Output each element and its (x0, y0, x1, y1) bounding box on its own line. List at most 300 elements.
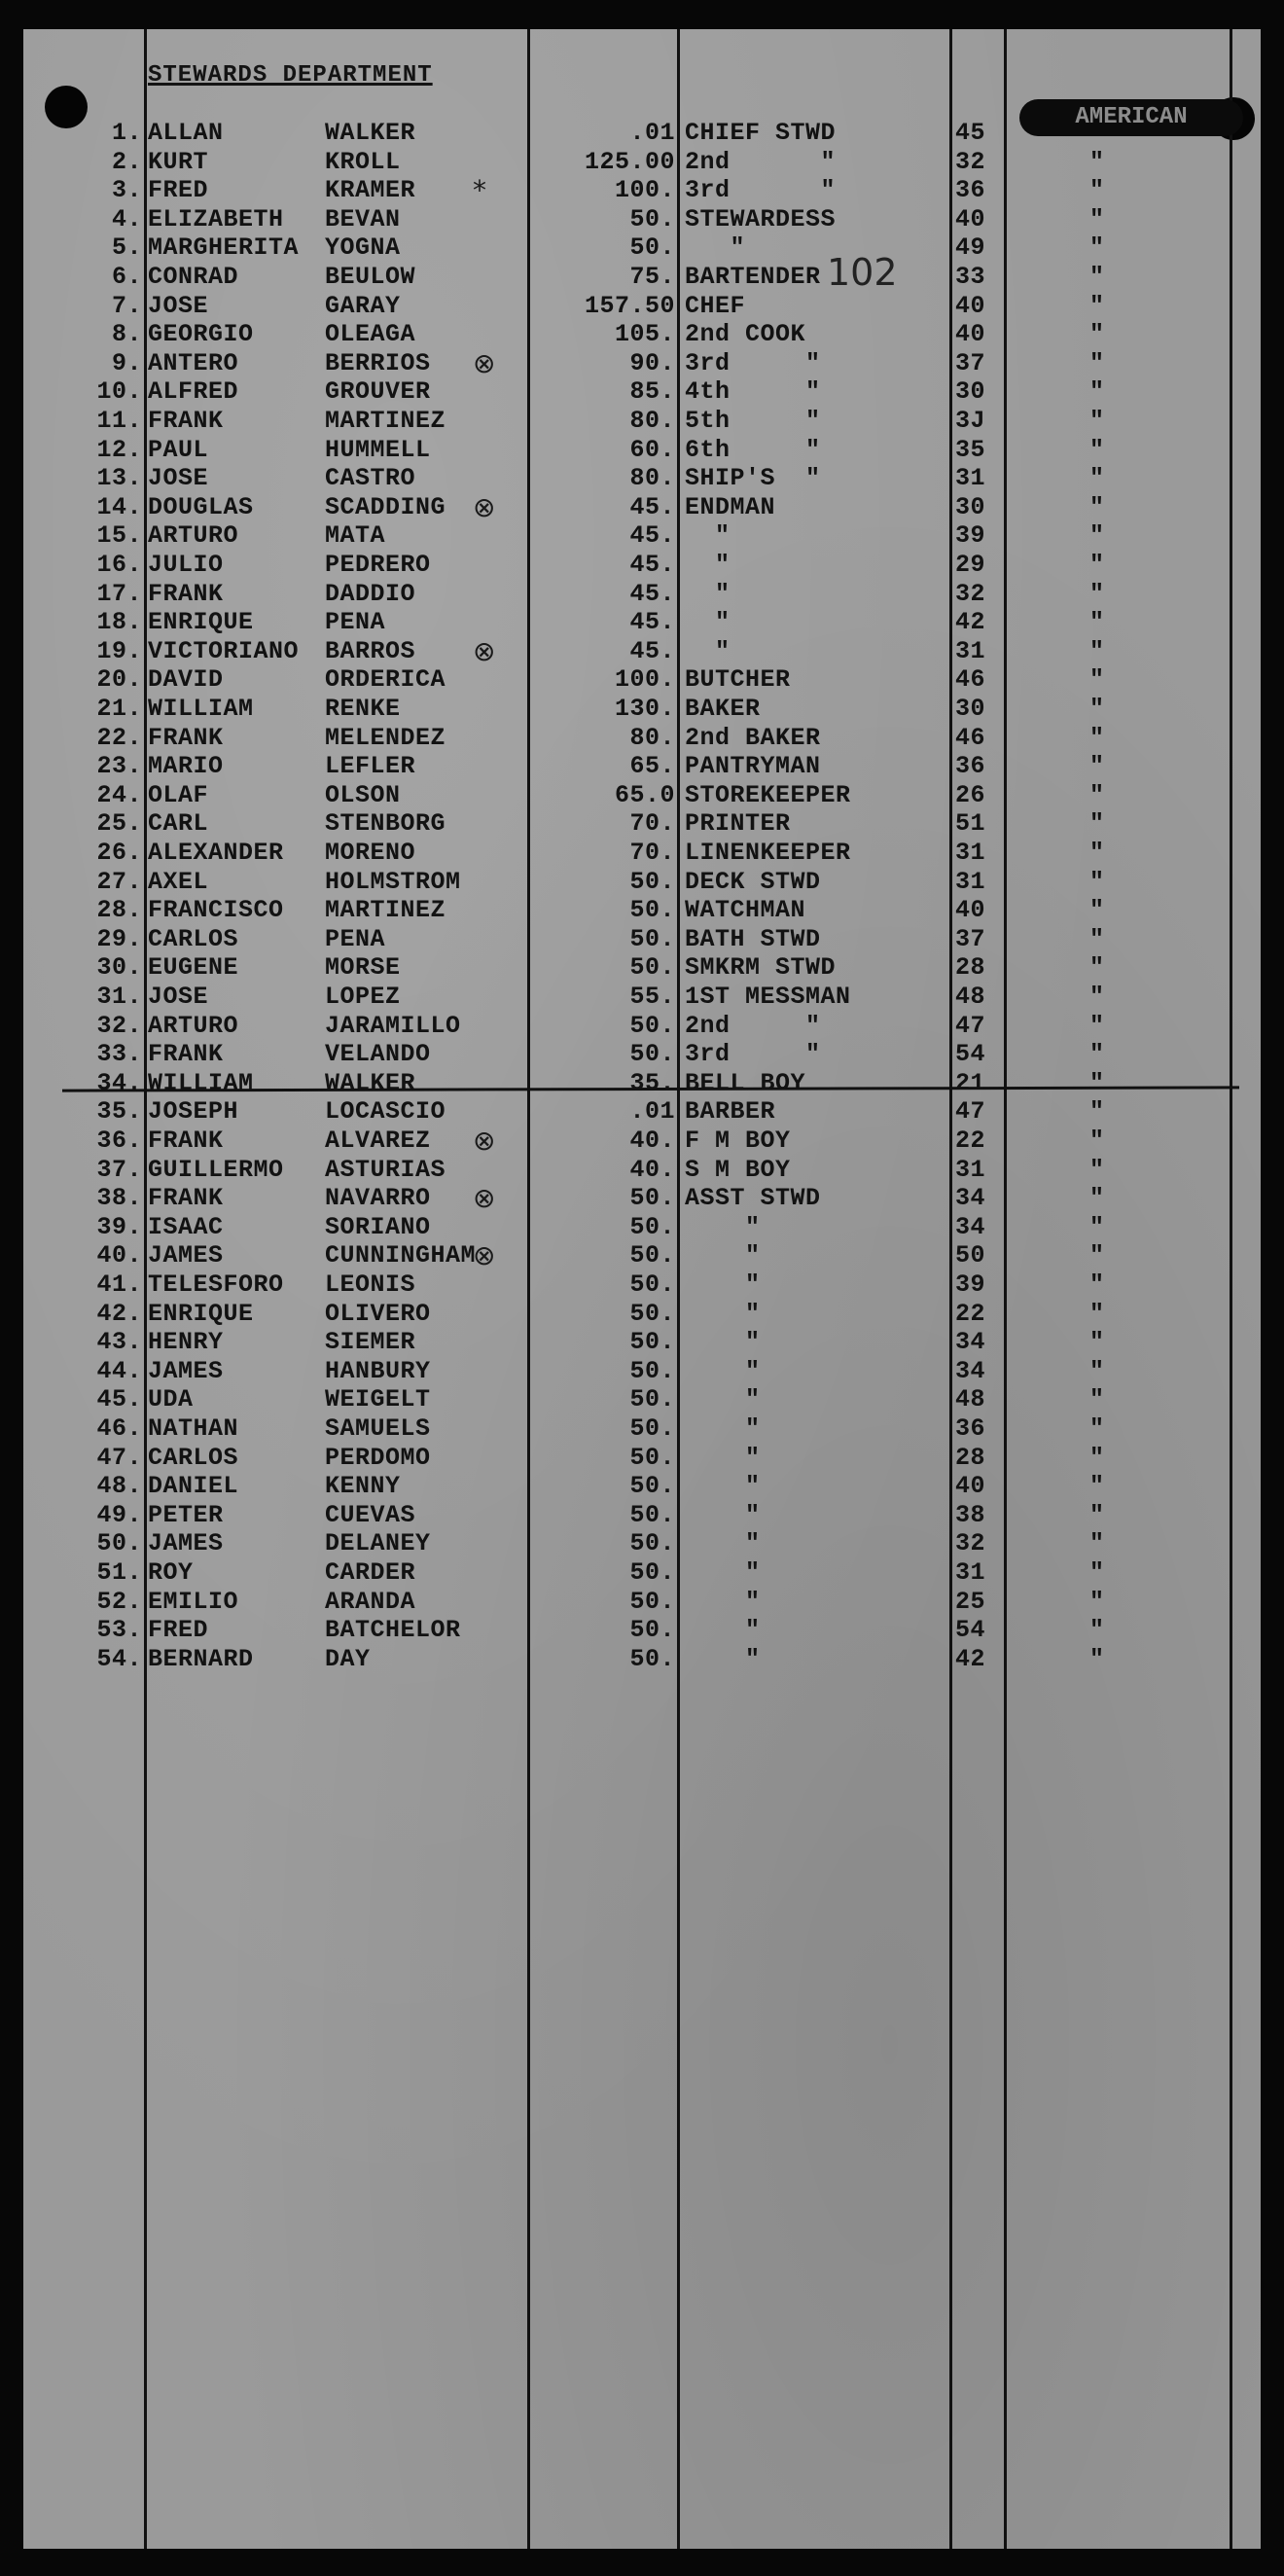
first-name: FRANK (148, 1184, 224, 1213)
first-name: CARLOS (148, 1443, 239, 1472)
nationality: " (1089, 233, 1105, 263)
last-name: SCADDING (325, 492, 446, 521)
row-number: 21. (96, 695, 142, 723)
age: 47 (955, 1011, 986, 1040)
crew-row (23, 1270, 1261, 1300)
age: 40 (955, 291, 986, 320)
last-name: PENA (325, 924, 386, 953)
row-number: 15. (96, 521, 142, 551)
age: 54 (955, 1040, 986, 1069)
age: 30 (955, 695, 986, 723)
row-number: 46. (96, 1414, 142, 1443)
first-name: EUGENE (148, 953, 239, 983)
position: " (685, 1299, 761, 1328)
wage: 85. (629, 377, 675, 407)
position: WATCHMAN (685, 896, 806, 925)
position: 5th " (685, 407, 821, 435)
nationality: " (1089, 839, 1105, 867)
crew-row (23, 1213, 1261, 1242)
row-number: 45. (96, 1385, 142, 1414)
handwritten-mark: ⊗ (473, 1182, 496, 1215)
last-name: ALVAREZ (325, 1127, 431, 1155)
first-name: ARTURO (148, 1011, 239, 1040)
position: 3rd " (685, 1040, 821, 1069)
row-number: 52. (96, 1587, 142, 1616)
first-name: DOUGLAS (148, 492, 254, 521)
last-name: BATCHELOR (325, 1616, 461, 1645)
age: 34 (955, 1356, 986, 1385)
position: " (685, 1328, 761, 1357)
row-number: 10. (96, 377, 142, 407)
position: 2nd " (685, 1011, 821, 1040)
crew-row (23, 551, 1261, 580)
wage: 100. (614, 176, 675, 205)
row-number: 49. (96, 1500, 142, 1529)
row-number: 44. (96, 1356, 142, 1385)
wage: 125.00 (584, 147, 675, 176)
crew-row (23, 1529, 1261, 1558)
age: 30 (955, 377, 986, 407)
last-name: PEDRERO (325, 551, 431, 579)
crew-row (23, 1127, 1261, 1156)
position: " (685, 636, 731, 665)
nationality: " (1089, 1587, 1105, 1616)
position: SMKRM STWD (685, 953, 837, 983)
position: STOREKEEPER (685, 780, 851, 809)
first-name: WILLIAM (148, 1068, 254, 1097)
wage: 40. (629, 1127, 675, 1155)
handwritten-mark: ⊗ (473, 490, 496, 523)
crew-row (23, 148, 1261, 177)
first-name: FRANCISCO (148, 896, 284, 925)
position: BARTENDER (685, 263, 821, 291)
first-name: JOSE (148, 291, 209, 320)
last-name: OLSON (325, 780, 401, 809)
age: 54 (955, 1616, 986, 1645)
nationality: " (1089, 1212, 1105, 1241)
crew-row (23, 724, 1261, 753)
crew-row (23, 781, 1261, 810)
position: ENDMAN (685, 492, 776, 521)
age: 34 (955, 1212, 986, 1241)
position: BUTCHER (685, 665, 791, 695)
first-name: JAMES (148, 1241, 224, 1270)
first-name: ARTURO (148, 521, 239, 551)
age: 36 (955, 752, 986, 781)
last-name: KROLL (325, 147, 401, 176)
first-name: KURT (148, 147, 209, 176)
last-name: WALKER (325, 119, 416, 147)
wage: 40. (629, 1155, 675, 1184)
manifest-sheet (23, 29, 1261, 2549)
crew-row (23, 320, 1261, 349)
nationality: " (1089, 435, 1105, 464)
first-name: UDA (148, 1385, 194, 1414)
crew-row (23, 521, 1261, 551)
position: " (685, 579, 731, 608)
age: 29 (955, 551, 986, 579)
row-number: 19. (96, 636, 142, 665)
first-name: ALLAN (148, 119, 224, 147)
crew-row (23, 1069, 1261, 1098)
position: S M BOY (685, 1155, 791, 1184)
position: " (685, 1385, 761, 1414)
age: 32 (955, 147, 986, 176)
position: 4th " (685, 377, 821, 407)
crew-row (23, 608, 1261, 637)
age: 32 (955, 1529, 986, 1558)
first-name: CARLOS (148, 924, 239, 953)
last-name: MORSE (325, 953, 401, 983)
row-number: 2. (111, 147, 142, 176)
wage: 50. (629, 1356, 675, 1385)
crew-row (23, 896, 1261, 925)
age: 47 (955, 1097, 986, 1127)
last-name: YOGNA (325, 233, 401, 263)
age: 31 (955, 464, 986, 493)
age: 32 (955, 579, 986, 608)
row-number: 18. (96, 608, 142, 637)
handwritten-mark: ⊗ (473, 634, 496, 667)
nationality: " (1089, 1443, 1105, 1472)
age: 31 (955, 1558, 986, 1587)
wage: 50. (629, 1472, 675, 1501)
wage: 80. (629, 407, 675, 435)
position: " (685, 1644, 761, 1673)
first-name: ANTERO (148, 348, 239, 377)
last-name: OLIVERO (325, 1299, 431, 1328)
position: " (685, 608, 731, 637)
nationality: " (1089, 1068, 1105, 1097)
position: BELL BOY (685, 1068, 806, 1097)
position: " (685, 1212, 761, 1241)
wage: 50. (629, 1558, 675, 1587)
crew-row (23, 119, 1261, 148)
last-name: GARAY (325, 291, 401, 320)
first-name: PAUL (148, 435, 209, 464)
age: 45 (955, 119, 986, 147)
crew-row (23, 953, 1261, 983)
last-name: HANBURY (325, 1356, 431, 1385)
age: 31 (955, 839, 986, 867)
first-name: WILLIAM (148, 695, 254, 723)
nationality: " (1089, 1500, 1105, 1529)
age: 46 (955, 665, 986, 695)
age: 22 (955, 1127, 986, 1155)
crew-row (23, 1241, 1261, 1270)
first-name: HENRY (148, 1328, 224, 1357)
first-name: VICTORIANO (148, 636, 300, 665)
position: " (685, 233, 746, 263)
wage: 50. (629, 1500, 675, 1529)
crew-row (23, 263, 1261, 292)
wage: 80. (629, 464, 675, 493)
row-number: 33. (96, 1040, 142, 1069)
last-name: STENBORG (325, 809, 446, 839)
nationality: " (1089, 1097, 1105, 1127)
wage: 130. (614, 695, 675, 723)
row-number: 34. (96, 1068, 142, 1097)
last-name: ASTURIAS (325, 1155, 446, 1184)
nationality: " (1089, 1472, 1105, 1501)
nationality: " (1089, 407, 1105, 435)
position: BAKER (685, 695, 761, 723)
last-name: SIEMER (325, 1328, 416, 1357)
position: 2nd COOK (685, 320, 806, 349)
row-number: 14. (96, 492, 142, 521)
crew-row (23, 1156, 1261, 1185)
crew-row (23, 464, 1261, 493)
age: 36 (955, 176, 986, 205)
nationality: " (1089, 953, 1105, 983)
row-number: 35. (96, 1097, 142, 1127)
crew-row (23, 809, 1261, 839)
nationality-header: AMERICAN (1019, 99, 1243, 136)
first-name: ISAAC (148, 1212, 224, 1241)
position: " (685, 1414, 761, 1443)
first-name: CONRAD (148, 263, 239, 291)
age: 36 (955, 1414, 986, 1443)
position: " (685, 1270, 761, 1299)
position: " (685, 1356, 761, 1385)
row-number: 26. (96, 839, 142, 867)
wage: 50. (629, 896, 675, 925)
age: 31 (955, 636, 986, 665)
crew-row (23, 205, 1261, 234)
crew-row (23, 490, 1261, 523)
first-name: DANIEL (148, 1472, 239, 1501)
last-name: PERDOMO (325, 1443, 431, 1472)
nationality: " (1089, 665, 1105, 695)
position: PANTRYMAN (685, 752, 821, 781)
wage: 50. (629, 1040, 675, 1069)
first-name: AXEL (148, 867, 209, 896)
last-name: SORIANO (325, 1212, 431, 1241)
wage: 50. (629, 1644, 675, 1673)
position: " (685, 1472, 761, 1501)
age: 39 (955, 1270, 986, 1299)
row-number: 29. (96, 924, 142, 953)
last-name: CUEVAS (325, 1500, 416, 1529)
nationality: " (1089, 348, 1105, 377)
nationality: " (1089, 521, 1105, 551)
last-name: OLEAGA (325, 320, 416, 349)
position: CHIEF STWD (685, 119, 837, 147)
row-number: 6. (111, 263, 142, 291)
first-name: BERNARD (148, 1644, 254, 1673)
wage: 50. (629, 1529, 675, 1558)
crew-row (23, 752, 1261, 781)
first-name: FRANK (148, 723, 224, 752)
row-number: 42. (96, 1299, 142, 1328)
nationality: " (1089, 695, 1105, 723)
age: 35 (955, 435, 986, 464)
row-number: 9. (111, 348, 142, 377)
first-name: JOSE (148, 464, 209, 493)
age: 40 (955, 204, 986, 233)
wage: 60. (629, 435, 675, 464)
first-name: ALFRED (148, 377, 239, 407)
position: 6th " (685, 435, 821, 464)
last-name: GROUVER (325, 377, 431, 407)
nationality: " (1089, 636, 1105, 665)
crew-row (23, 1645, 1261, 1674)
row-number: 51. (96, 1558, 142, 1587)
nationality: " (1089, 1558, 1105, 1587)
first-name: JAMES (148, 1356, 224, 1385)
last-name: HOLMSTROM (325, 867, 461, 896)
row-number: 7. (111, 291, 142, 320)
row-number: 24. (96, 780, 142, 809)
handwritten-mark: ⊗ (473, 346, 496, 379)
nationality: " (1089, 752, 1105, 781)
row-number: 40. (96, 1241, 142, 1270)
handwritten-mark: * (473, 174, 486, 207)
last-name: BEVAN (325, 204, 401, 233)
crew-row (23, 1444, 1261, 1473)
row-number: 1. (111, 119, 142, 147)
first-name: JULIO (148, 551, 224, 579)
wage: 50. (629, 1212, 675, 1241)
wage: 157.50 (584, 291, 675, 320)
nationality: " (1089, 1184, 1105, 1213)
first-name: JOSEPH (148, 1097, 239, 1127)
nationality: " (1089, 1040, 1105, 1069)
wage: 45. (629, 608, 675, 637)
wage: 50. (629, 867, 675, 896)
wage: 50. (629, 953, 675, 983)
row-number: 5. (111, 233, 142, 263)
age: 28 (955, 953, 986, 983)
row-number: 53. (96, 1616, 142, 1645)
wage: 50. (629, 1299, 675, 1328)
wage: 45. (629, 521, 675, 551)
last-name: JARAMILLO (325, 1011, 461, 1040)
wage: 45. (629, 579, 675, 608)
wage: 70. (629, 839, 675, 867)
wage: .01 (629, 119, 675, 147)
nationality: " (1089, 147, 1105, 176)
last-name: DADDIO (325, 579, 416, 608)
last-name: MATA (325, 521, 386, 551)
first-name: DAVID (148, 665, 224, 695)
position: " (685, 1587, 761, 1616)
nationality: " (1089, 320, 1105, 349)
last-name: NAVARRO (325, 1184, 431, 1213)
position: " (685, 551, 731, 579)
row-number: 32. (96, 1011, 142, 1040)
nationality: " (1089, 1644, 1105, 1673)
first-name: FRANK (148, 1127, 224, 1155)
row-number: 25. (96, 809, 142, 839)
first-name: JAMES (148, 1529, 224, 1558)
age: 50 (955, 1241, 986, 1270)
crew-row (23, 695, 1261, 724)
first-name: JOSE (148, 983, 209, 1011)
last-name: BEULOW (325, 263, 416, 291)
position: " (685, 1241, 761, 1270)
crew-row (23, 1097, 1261, 1127)
wage: 50. (629, 1184, 675, 1213)
first-name: MARIO (148, 752, 224, 781)
row-number: 43. (96, 1328, 142, 1357)
position: LINENKEEPER (685, 839, 851, 867)
row-number: 12. (96, 435, 142, 464)
first-name: MARGHERITA (148, 233, 300, 263)
nationality: " (1089, 1299, 1105, 1328)
first-name: FRANK (148, 579, 224, 608)
row-number: 50. (96, 1529, 142, 1558)
nationality: " (1089, 780, 1105, 809)
last-name: ORDERICA (325, 665, 446, 695)
age: 31 (955, 867, 986, 896)
age: 39 (955, 521, 986, 551)
position: 2nd " (685, 147, 837, 176)
wage: 50. (629, 924, 675, 953)
age: 34 (955, 1328, 986, 1357)
crew-row (23, 233, 1261, 263)
crew-row (23, 377, 1261, 407)
last-name: VELANDO (325, 1040, 431, 1069)
crew-row (23, 925, 1261, 954)
wage: 50. (629, 1414, 675, 1443)
last-name: LOCASCIO (325, 1097, 446, 1127)
last-name: CARDER (325, 1558, 416, 1587)
handwritten-note: 102 (827, 251, 898, 294)
wage: 50. (629, 1270, 675, 1299)
first-name: PETER (148, 1500, 224, 1529)
wage: 50. (629, 1385, 675, 1414)
position: " (685, 1500, 761, 1529)
position: " (685, 1529, 761, 1558)
first-name: FRANK (148, 1040, 224, 1069)
crew-row (23, 1328, 1261, 1357)
nationality: " (1089, 492, 1105, 521)
age: 33 (955, 263, 986, 291)
age: 26 (955, 780, 986, 809)
last-name: WALKER (325, 1068, 416, 1097)
nationality: " (1089, 1270, 1105, 1299)
age: 34 (955, 1184, 986, 1213)
department-header: STEWARDS DEPARTMENT (148, 62, 433, 89)
wage: 70. (629, 809, 675, 839)
nationality: " (1089, 176, 1105, 205)
age: 51 (955, 809, 986, 839)
age: 40 (955, 320, 986, 349)
age: 46 (955, 723, 986, 752)
wage: 105. (614, 320, 675, 349)
row-number: 3. (111, 176, 142, 205)
crew-row (23, 1385, 1261, 1414)
last-name: MORENO (325, 839, 416, 867)
nationality: " (1089, 896, 1105, 925)
wage: 50. (629, 204, 675, 233)
crew-row (23, 1012, 1261, 1041)
crew-row (23, 176, 1261, 205)
last-name: ARANDA (325, 1587, 416, 1616)
crew-row (23, 407, 1261, 436)
crew-row (23, 1472, 1261, 1501)
last-name: WEIGELT (325, 1385, 431, 1414)
age: 40 (955, 1472, 986, 1501)
row-number: 4. (111, 204, 142, 233)
nationality: " (1089, 1616, 1105, 1645)
first-name: ROY (148, 1558, 194, 1587)
row-number: 17. (96, 579, 142, 608)
age: 21 (955, 1068, 986, 1097)
age: 30 (955, 492, 986, 521)
first-name: GUILLERMO (148, 1155, 284, 1184)
